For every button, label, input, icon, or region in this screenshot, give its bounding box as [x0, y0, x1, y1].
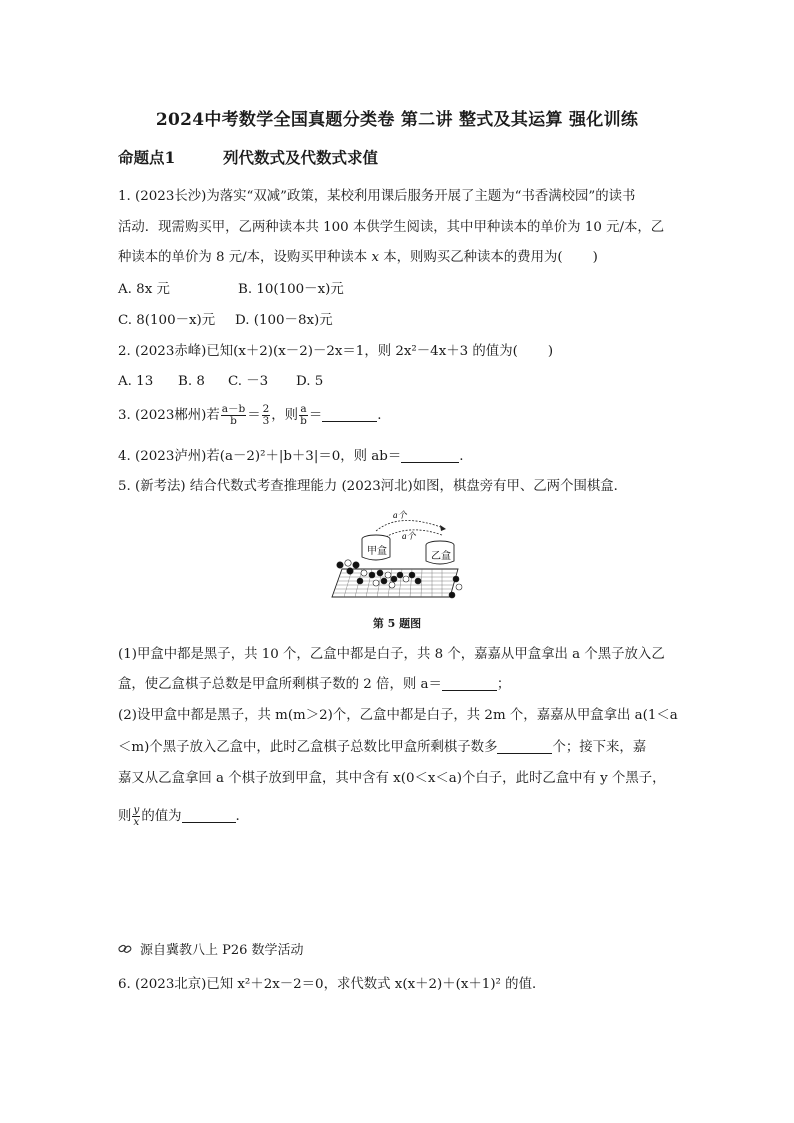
q1-option-b[interactable]: B. 10(100－x)元	[238, 282, 344, 297]
q1-options-row-2	[118, 311, 333, 331]
section-name: 列代数式及代数式求值	[223, 148, 379, 167]
q5-part2-line-2: ＜m)个黑子放入乙盒中，此时乙盒棋子总数比甲盒所剩棋子数多 个；接下来，嘉	[118, 740, 647, 755]
section-heading	[118, 146, 378, 168]
fraction: $\frac{a}{b}$	[300, 403, 307, 427]
q6-stem: 6. (2023北京)已知 x²＋2x－2＝0，求代数式 x(x＋2)＋(x＋1)² 的值．	[118, 977, 546, 992]
q2-option-c[interactable]: C. －3	[228, 374, 269, 389]
link-icon	[118, 943, 132, 955]
fig-label-mid: a个	[402, 531, 416, 541]
page-title: 2024中考数学全国真题分类卷 第二讲 整式及其运算 强化训练	[155, 110, 639, 130]
go-board-figure	[328, 505, 468, 607]
source-note-text: 源自冀教八上 P26 数学活动	[140, 943, 304, 958]
q3-stem: 3. (2023郴州)若 $\frac{a-b}{b}$ ＝ $\frac{2}{3}$ ，则 $\frac{a}{b}$ ＝ .	[118, 403, 382, 427]
q5-part2-line-3: 嘉又从乙盒拿回 a 个棋子放到甲盒，其中含有 x(0＜x＜a)个白子，此时乙盒中有 y 个黑子，	[118, 771, 666, 786]
q1-line-2: 活动．现需购买甲，乙两种读本共 100 本供学生阅读，其中甲种读本的单价为 10 元/本，乙	[118, 220, 665, 235]
answer-blank[interactable]	[401, 448, 459, 463]
q5-part2-line-4: 则 $\frac{y}{x}$ 的值为 .	[118, 804, 240, 828]
q1-options-row-1	[118, 280, 344, 300]
go-board-illustration	[328, 505, 468, 603]
answer-blank[interactable]	[322, 407, 377, 422]
q5-part2-line-1: (2)设甲盒中都是黑子，共 m(m＞2)个，乙盒中都是白子，共 2m 个，嘉嘉从甲盒拿出 a(1＜a	[118, 708, 678, 723]
answer-blank[interactable]	[442, 676, 497, 691]
fig-label-top: a个	[393, 510, 407, 520]
box-a-label: 甲盒	[367, 546, 387, 557]
arrow-to-box-b	[376, 520, 446, 531]
q1-line-3: 种读本的单价为 8 元/本，设购买甲种读本 x 本，则购买乙种读本的费用为( )	[118, 250, 598, 265]
q5-part1-line-2: 盒，使乙盒棋子总数是甲盒所剩棋子数的 2 倍，则 a＝ ；	[118, 677, 511, 692]
q2-options	[118, 372, 323, 392]
figure-caption: 第 5 题图	[372, 617, 422, 630]
answer-blank[interactable]	[182, 808, 236, 823]
q2-option-d[interactable]: D. 5	[296, 374, 324, 389]
q1-line-1: 1. (2023长沙)为落实“双减”政策，某校利用课后服务开展了主题为“书香满校园”的读书	[118, 189, 636, 204]
q1-option-a[interactable]: A. 8x 元	[118, 282, 170, 297]
fraction: $\frac{a-b}{b}$	[221, 403, 246, 427]
fraction: $\frac{2}{3}$	[262, 403, 270, 427]
q2-option-b[interactable]: B. 8	[178, 374, 205, 389]
fraction: $\frac{y}{x}$	[133, 804, 140, 828]
q5-part1-line-1: (1)甲盒中都是黑子，共 10 个，乙盒中都是白子，共 8 个，嘉嘉从甲盒拿出 a 个黑子放入乙	[118, 647, 665, 662]
q5-intro: 5. (新考法) 结合代数式考查推理能力 (2023河北)如图，棋盘旁有甲、乙两个围棋盒．	[118, 479, 628, 494]
source-note	[118, 939, 304, 958]
q2-option-a[interactable]: A. 13	[118, 374, 154, 389]
q2-stem: 2. (2023赤峰)已知(x＋2)(x－2)－2x＝1，则 2x²－4x＋3 的值为( )	[118, 344, 554, 359]
q1-option-d[interactable]: D. (100－8x)元	[235, 313, 333, 328]
q4-stem: 4. (2023泸州)若(a－2)²＋|b＋3|＝0，则 ab＝ .	[118, 449, 464, 464]
box-b-label: 乙盒	[431, 551, 451, 562]
answer-blank[interactable]	[497, 739, 552, 754]
q1-option-c[interactable]: C. 8(100－x)元	[118, 313, 216, 328]
section-number: 命题点1	[118, 148, 176, 167]
